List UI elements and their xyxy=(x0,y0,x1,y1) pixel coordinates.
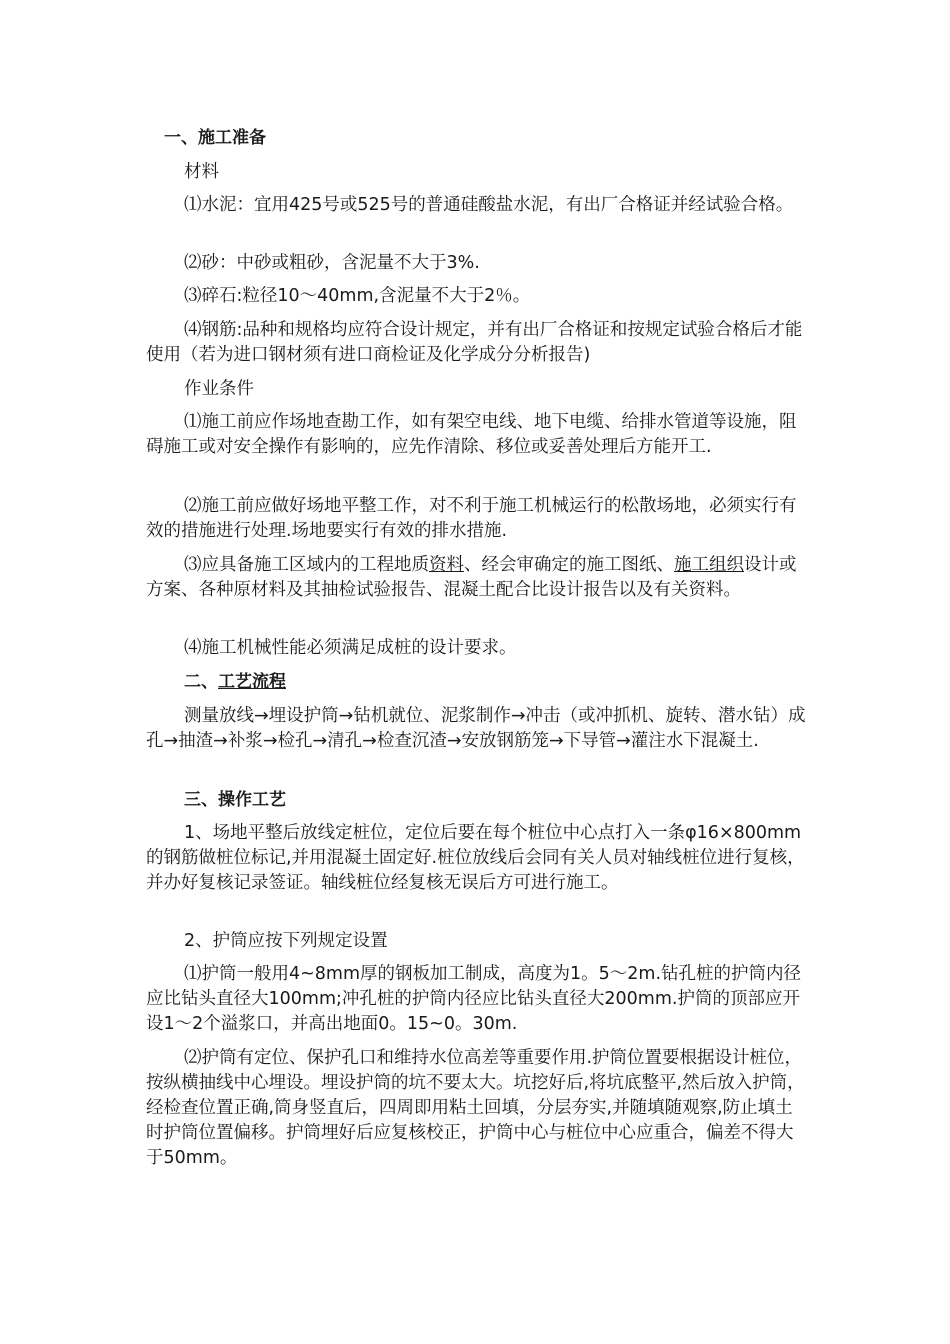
section-3-heading: 三、操作工艺 xyxy=(184,790,286,810)
conditions-label: 作业条件 xyxy=(184,379,254,399)
process-flow-link[interactable]: 工艺流程 xyxy=(218,672,286,692)
materials-label: 材料 xyxy=(184,162,219,182)
section-1-heading: 一、施工准备 xyxy=(164,128,266,148)
condition-3-text-a: ⑶应具备施工区域内的工程地质 xyxy=(184,555,429,575)
section-2-heading xyxy=(184,670,844,695)
construction-organization-link[interactable]: 施工组织 xyxy=(674,555,744,575)
casing-rule-1: ⑴护筒一般用4~8mm厚的钢板加工制成，高度为1。5～2m.钻孔桩的护筒内径应比钻头直径大100mm;冲孔桩的护筒内径应比钻头直径大200mm.护筒的顶部应开设1～2个溢浆口，并高出地面0。15~0。30m. xyxy=(146,964,802,1034)
process-flow-text: 测量放线→埋设护筒→钻机就位、泥浆制作→冲击（或冲抓机、旋转、潜水钻）成孔→抽渣→补浆→检孔→清孔→检查沉渣→安放钢筋笼→下导管→灌注水下混凝土. xyxy=(146,706,806,751)
condition-3-text-c: 设计或方案、各种原材料及其抽检试验报告、混凝土配合比设计报告以及有关资料。 xyxy=(146,555,797,600)
material-cement: ⑴水泥：宜用425号或525号的普通硅酸盐水泥，有出厂合格证并经试验合格。 xyxy=(184,195,794,215)
materials-link[interactable]: 资料 xyxy=(429,555,464,575)
condition-1: ⑴施工前应作场地查勘工作，如有架空电线、地下电缆、给排水管道等设施，阻碍施工或对安全操作有影响的，应先作清除、移位或妥善处理后方能开工. xyxy=(146,412,797,457)
material-gravel: ⑶碎石:粒径10～40mm,含泥量不大于2％。 xyxy=(184,286,531,306)
section-2-prefix: 二、 xyxy=(184,672,218,692)
condition-3-text-b: 、经会审确定的施工图纸、 xyxy=(464,555,674,575)
material-rebar: ⑷钢筋:品种和规格均应符合设计规定，并有出厂合格证和按规定试验合格后才能使用（若为进口钢材须有进口商检证及化学成分分析报告) xyxy=(146,320,803,365)
condition-2: ⑵施工前应做好场地平整工作，对不利于施工机械运行的松散场地，必须实行有效的措施进行处理.场地要实行有效的排水措施. xyxy=(146,496,797,541)
operation-step-2: 2、护筒应按下列规定设置 xyxy=(184,931,388,951)
condition-3 xyxy=(146,553,806,603)
material-sand: ⑵砂：中砂或粗砂，含泥量不大于3%. xyxy=(184,253,480,273)
casing-rule-2: ⑵护筒有定位、保护孔口和维持水位高差等重要作用.护筒位置要根据设计桩位，按纵横抽线中心埋设。埋设护筒的坑不要太大。坑挖好后,将坑底整平,然后放入护筒，经检查位置正确,筒身竖直后，四周即用粘土回填，分层夯实,并随填随观察,防止填土时护筒位置偏移。护筒埋好后应复核校正，护筒中心与桩位中心应重合，偏差不得大于50mm。 xyxy=(146,1048,805,1168)
condition-4: ⑷施工机械性能必须满足成桩的设计要求。 xyxy=(184,638,517,658)
operation-step-1: 1、场地平整后放线定桩位，定位后要在每个桩位中心点打入一条φ16×800mm的钢筋做桩位标记,并用混凝土固定好.桩位放线后会同有关人员对轴线桩位进行复核，并办好复核记录签证。轴线桩位经复核无误后方可进行施工。 xyxy=(146,823,805,893)
